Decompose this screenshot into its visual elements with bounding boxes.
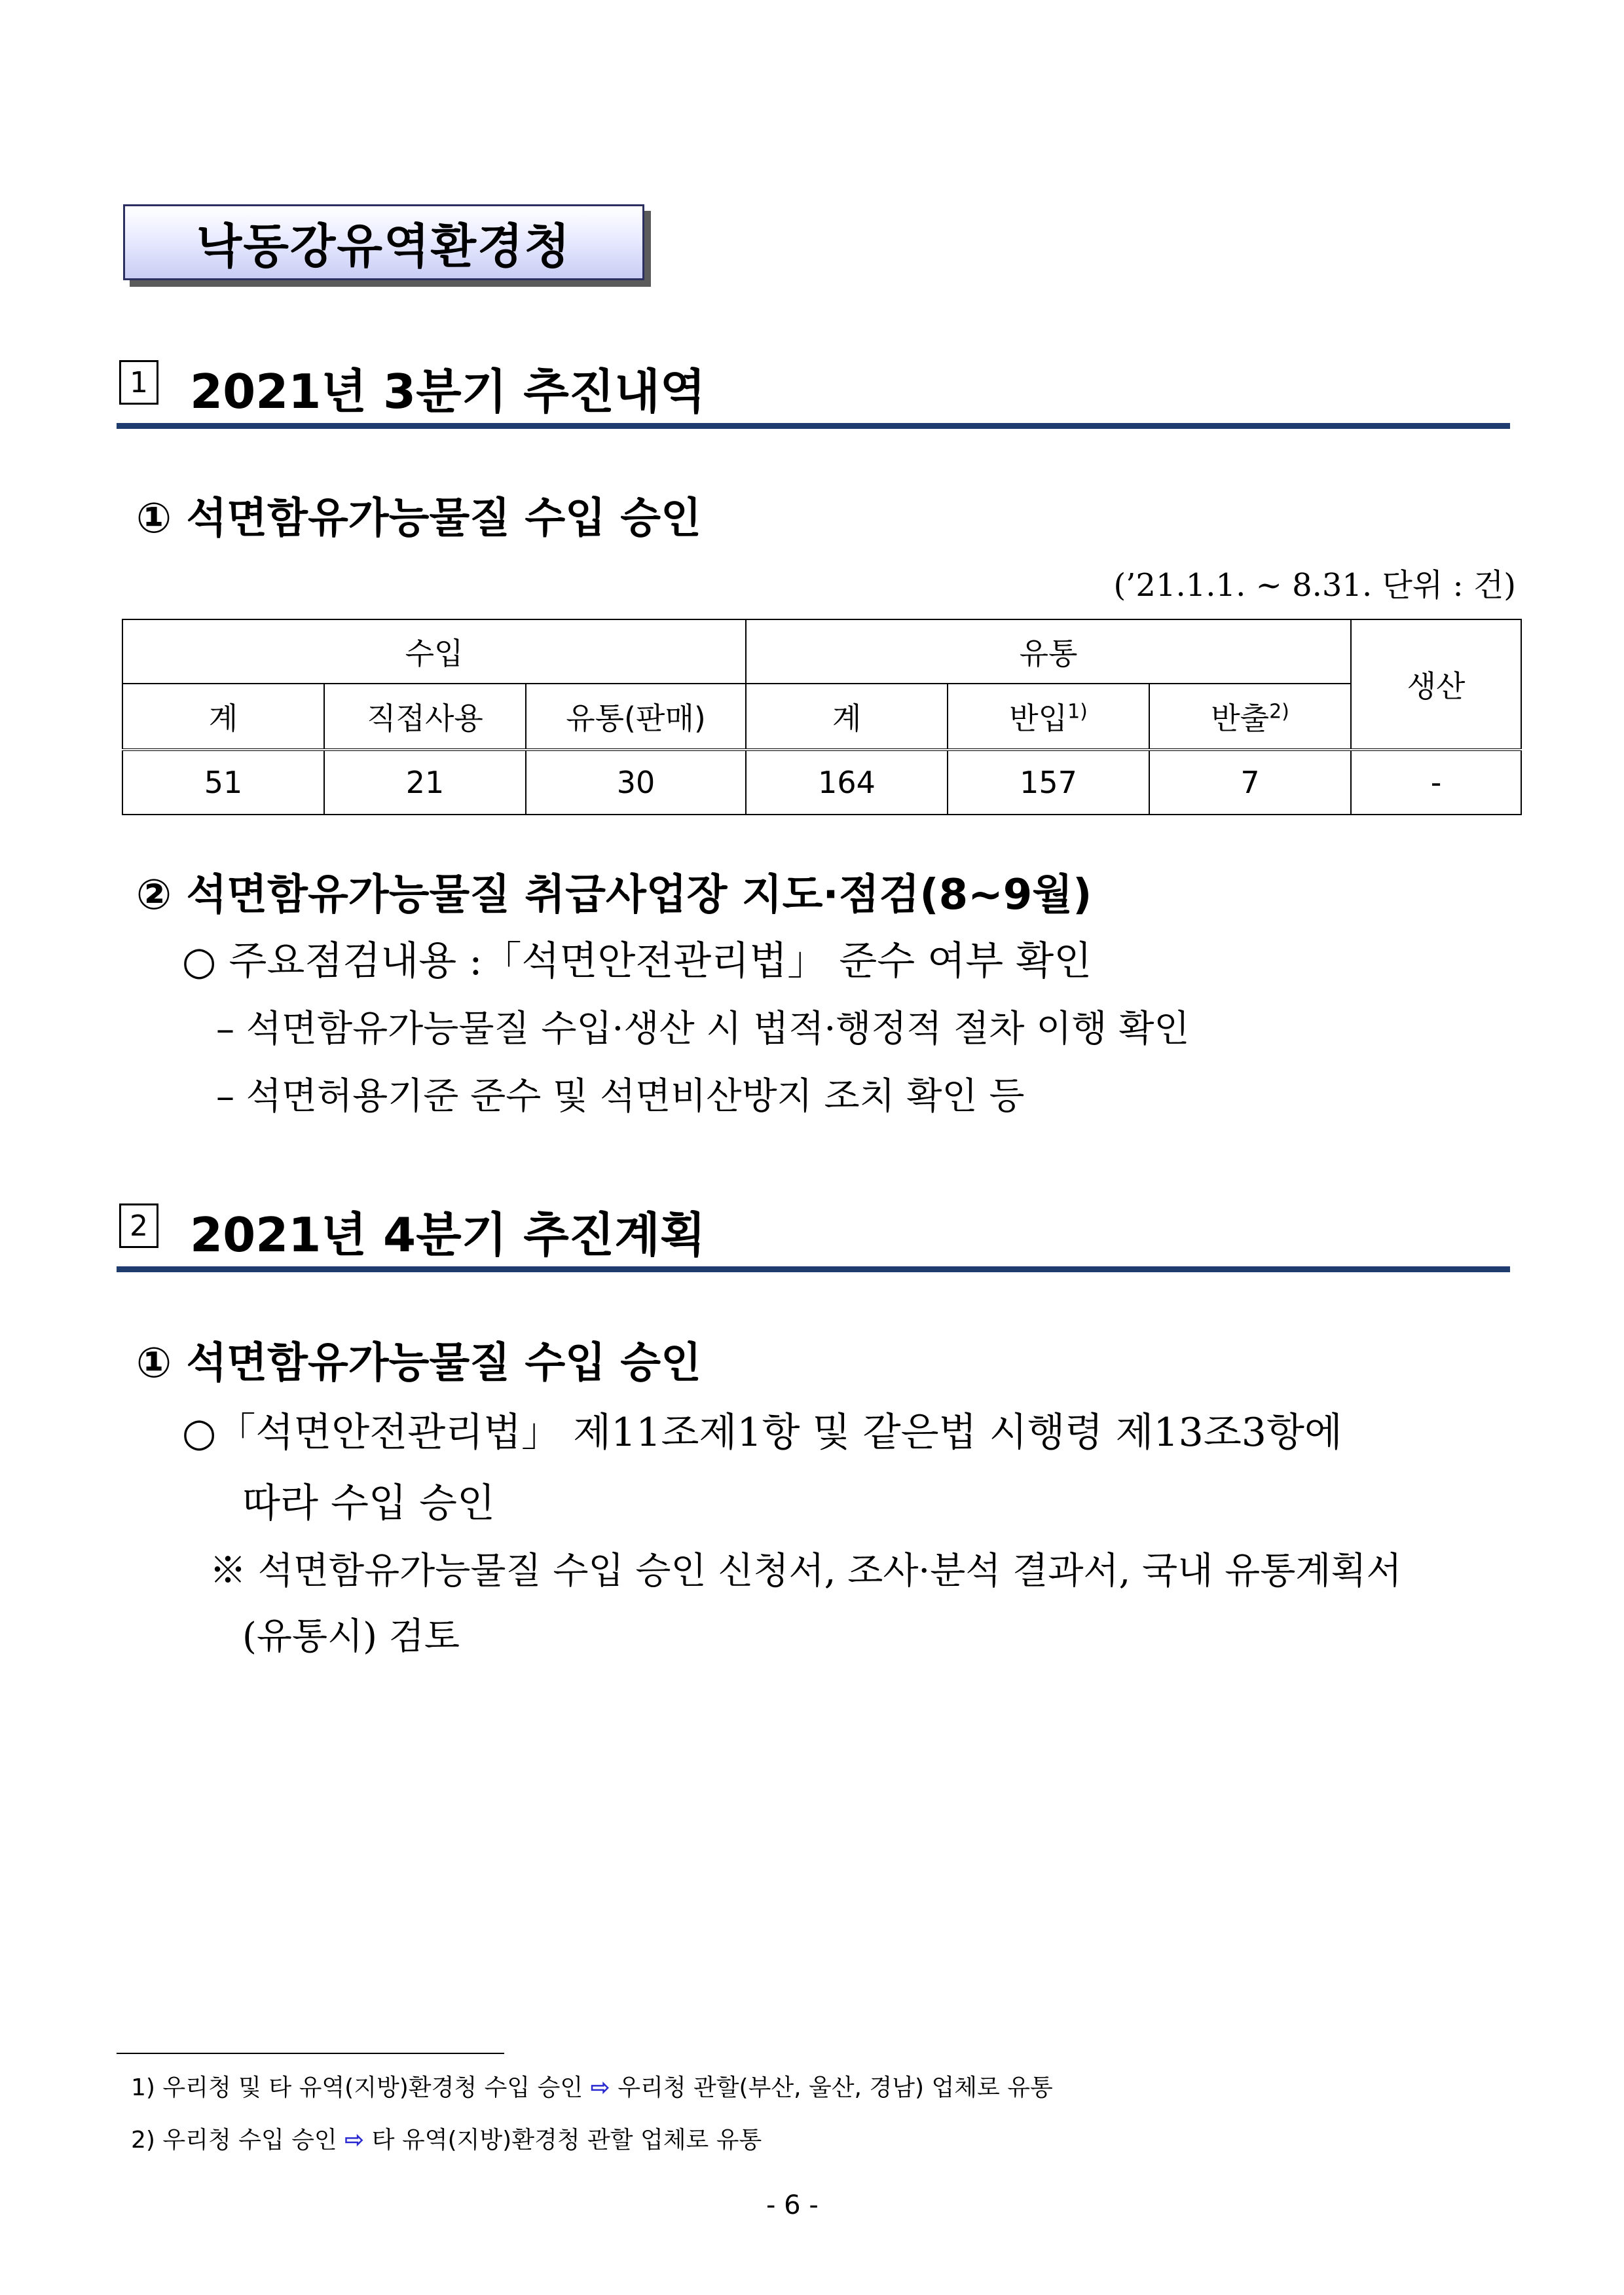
cell-distribution-total: 164: [746, 750, 948, 815]
cell-outbound: 7: [1149, 750, 1351, 815]
table-row: [122, 750, 1521, 815]
dash-item: – 석면허용기준 준수 및 석면비산방지 조치 확인 등: [216, 1075, 1025, 1118]
bullet-item: ○「석면안전관리법」 제11조제1항 및 같은법 시행령 제13조3항에: [182, 1410, 1342, 1456]
table-period-unit: (’21.1.1. ~ 8.31. 단위 : 건): [1113, 567, 1516, 604]
cell-import-total: 51: [122, 750, 324, 815]
import-approval-table: [122, 619, 1522, 815]
subsection-title: ① 석면함유가능물질 수입 승인: [136, 494, 701, 543]
subsection-title: ① 석면함유가능물질 수입 승인: [136, 1339, 701, 1387]
bullet-item-continued: 따라 수입 승인: [242, 1480, 495, 1526]
subsection-title: ② 석면함유가능물질 취급사업장 지도·점검(8~9월): [136, 871, 1092, 919]
footnote-ref-2: 2): [1269, 700, 1289, 724]
agency-title: 낙동강유역환경청: [196, 219, 572, 274]
header-distribution: 유통: [746, 619, 1351, 684]
section-title: 2021년 4분기 추진계획: [190, 1207, 706, 1262]
section-title: 2021년 3분기 추진내역: [190, 364, 706, 419]
subheader-import-total: 계: [122, 684, 324, 750]
arrow-icon: ⇨: [590, 2074, 610, 2101]
cell-inbound: 157: [948, 750, 1149, 815]
subheader-inbound: 반입$^{1)}$: [948, 684, 1149, 750]
subheader-direct-use: 직접사용: [324, 684, 526, 750]
section-number-box: 2: [119, 1203, 158, 1248]
arrow-icon: ⇨: [344, 2127, 365, 2154]
footnote-ref-1: 1): [1067, 700, 1088, 724]
footnote-divider: [117, 2053, 504, 2054]
subheader-distribution-sale: 유통(판매): [526, 684, 746, 750]
note-item-continued: (유통시) 검토: [242, 1615, 460, 1658]
agency-title-box: [123, 204, 644, 280]
subheader-distribution-total: 계: [746, 684, 948, 750]
footnote-2: 2) 우리청 수입 승인 ⇨ 타 유역(지방)환경청 관할 업체로 유통: [131, 2127, 762, 2154]
section-number-box: 1: [119, 360, 158, 405]
section-divider: [117, 423, 1510, 429]
table-subheader-row: [122, 684, 1521, 750]
cell-production: -: [1351, 750, 1521, 815]
cell-distribution-sale: 30: [526, 750, 746, 815]
header-production: 생산: [1351, 619, 1521, 750]
header-import: 수입: [122, 619, 746, 684]
subheader-outbound: 반출$^{2)}$: [1149, 684, 1351, 750]
footnote-1: 1) 우리청 및 타 유역(지방)환경청 수입 승인 ⇨ 우리청 관할(부산, 울산, 경남) 업체로 유통: [131, 2074, 1053, 2101]
table-header-row: [122, 619, 1521, 684]
bullet-item: ○ 주요점검내용 :「석면안전관리법」 준수 여부 확인: [182, 938, 1092, 984]
section-divider: [117, 1266, 1510, 1272]
dash-item: – 석면함유가능물질 수입·생산 시 법적·행정적 절차 이행 확인: [216, 1008, 1190, 1050]
page-number: - 6 -: [766, 2190, 819, 2220]
note-item: ※ 석면함유가능물질 수입 승인 신청서, 조사·분석 결과서, 국내 유통계획서: [210, 1550, 1402, 1592]
cell-direct-use: 21: [324, 750, 526, 815]
